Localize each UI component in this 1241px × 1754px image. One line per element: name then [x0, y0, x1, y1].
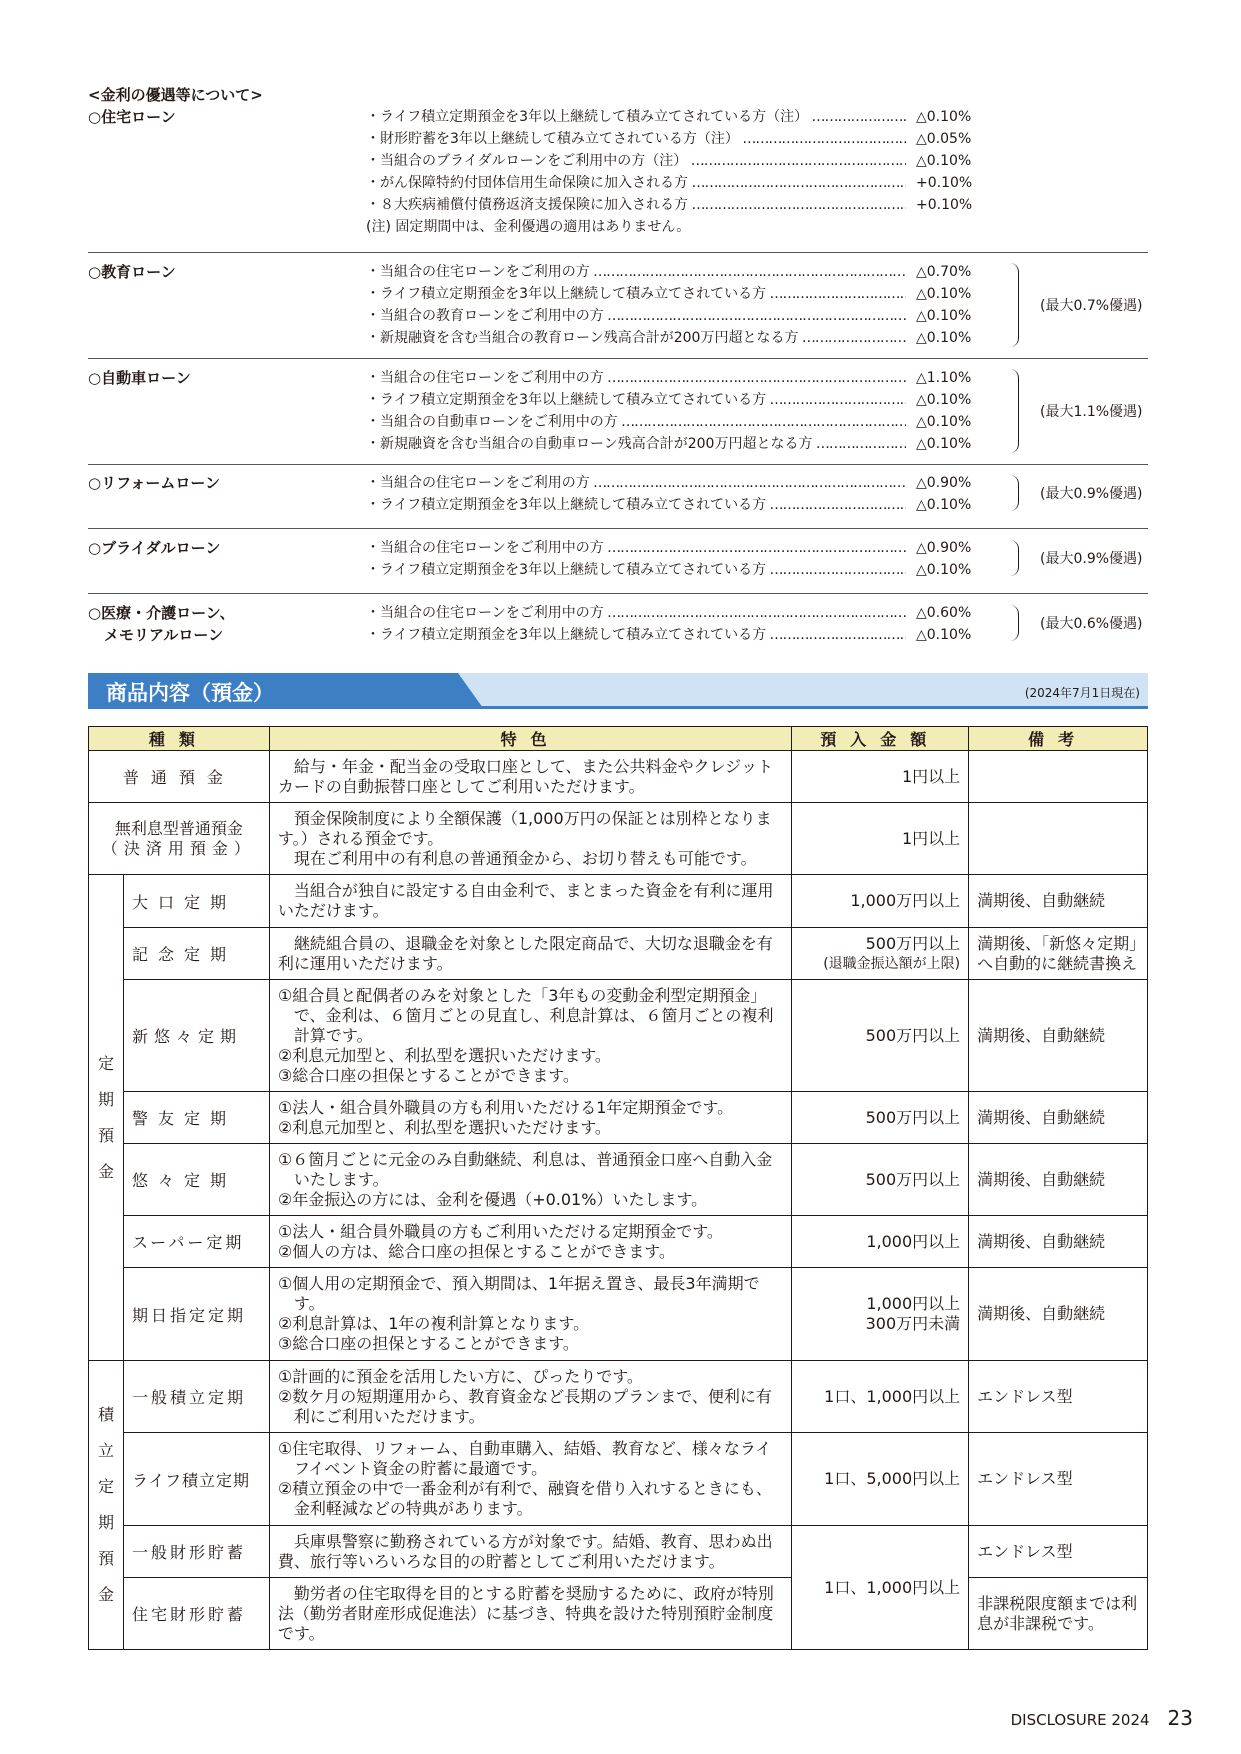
desc-cell: 給与・年金・配当金の受取口座として、また公共料金やクレジットカードの自動振替口座としてご利用いただけます。 [269, 751, 791, 803]
max-preference: (最大0.6%優遇) [1040, 616, 1143, 632]
type-cell: 記念定期 [123, 928, 269, 980]
rate-line: ・ライフ積立定期預金を3年以上継続して積み立てされている方 ……………………………………………………………………………………………………………………………… △0.10% [366, 389, 986, 411]
desc-cell: ①個人用の定期預金で、預入期間は、1年据え置き、最長3年満期です。 ②利息計算は、1年の複利計算となります。 ③総合口座の担保とすることができます。 [269, 1268, 791, 1361]
brace [1010, 369, 1019, 453]
rate-line: ・ライフ積立定期預金を3年以上継続して積み立てされている方 ……………………………………………………………………………………………………………………………… △0.10% [366, 283, 986, 305]
rate-line: ・ライフ積立定期預金を3年以上継続して積み立てされている方 ……………………………………………………………………………………………………………………………… △0.10% [366, 624, 986, 646]
type-cell: 新悠々定期 [123, 980, 269, 1092]
brace [1010, 605, 1019, 641]
table-row [89, 928, 1148, 980]
rate-line: ・新規融資を含む当組合の教育ローン残高合計が200万円超となる方 ……………………………………………………………………………………………………………………………… △0.10% [366, 327, 986, 349]
loan-name: ○自動車ローン [88, 369, 191, 387]
table-row [89, 1216, 1148, 1268]
rate-line: ・当組合のブライダルローンをご利用中の方（注） ……………………………………………………………………………………………………………………………… △0.10% [366, 150, 986, 172]
rate-line: ・当組合の住宅ローンをご利用中の方 ……………………………………………………………………………………………………………………………… △0.60% [366, 602, 986, 624]
max-preference: (最大0.9%優遇) [1040, 551, 1143, 567]
desc-cell: ①組合員と配偶者のみを対象とした「3年もの変動金利型定期預金」で、金利は、６箇月ごとの見直し、利息計算は、６箇月ごとの複利計算です。 ②利息元加型と、利払型を選択いただけます。 ③総合口座の担保とすることができます。 [269, 980, 791, 1092]
amount-cell: 1円以上 [792, 803, 969, 875]
loan-name: ○住宅ローン [88, 108, 176, 126]
note-cell: エンドレス型 [969, 1361, 1148, 1433]
table-row [89, 1144, 1148, 1216]
desc-cell: ①法人・組合員外職員の方も利用いただける1年定期預金です。 ②利息元加型と、利払型を選択いただけます。 [269, 1092, 791, 1144]
amount-cell: 500万円以上 [792, 1092, 969, 1144]
header-remarks: 備考 [969, 727, 1148, 751]
loan-name: ○ブライダルローン [88, 539, 221, 557]
type-cell: 悠々定期 [123, 1144, 269, 1216]
note-cell [969, 803, 1148, 875]
loan-name: ○リフォームローン [88, 474, 221, 492]
table-row [89, 1578, 1148, 1650]
amount-cell: 1,000万円以上 [792, 875, 969, 928]
type-cell: 一般積立定期 [123, 1361, 269, 1433]
header-amount: 預入金額 [792, 727, 969, 751]
desc-cell: ①法人・組合員外職員の方もご利用いただける定期預金です。 ②個人の方は、総合口座の担保とすることができます。 [269, 1216, 791, 1268]
desc-cell: 兵庫県警察に勤務されている方が対象です。結婚、教育、思わぬ出費、旅行等いろいろな目的の貯蓄としてご利用いただけます。 [269, 1526, 791, 1578]
divider [88, 593, 1148, 594]
note-cell: 満期後、自動継続 [969, 1216, 1148, 1268]
amount-cell: 1,000円以上 [792, 1216, 969, 1268]
rate-line: ・当組合の住宅ローンをご利用中の方 ……………………………………………………………………………………………………………………………… △1.10% [366, 367, 986, 389]
desc-cell: ①計画的に預金を活用したい方に、ぴったりです。 ②数ケ月の短期運用から、教育資金など長期のプランまで、便利に有利にご利用いただけます。 [269, 1361, 791, 1433]
max-preference: (最大0.9%優遇) [1040, 486, 1143, 502]
amount-cell: 1口、1,000円以上 [792, 1526, 969, 1650]
note-cell: エンドレス型 [969, 1433, 1148, 1526]
loan-name: ○医療・介護ローン、 メモリアルローン [88, 604, 235, 644]
amount-cell: 1口、1,000円以上 [792, 1361, 969, 1433]
divider [88, 358, 1148, 359]
rate-line: ・ライフ積立定期預金を3年以上継続して積み立てされている方 ……………………………………………………………………………………………………………………………… △0.10% [366, 494, 986, 516]
rate-line: ・当組合の自動車ローンをご利用中の方 ……………………………………………………………………………………………………………………………… △0.10% [366, 411, 986, 433]
table-row [89, 1092, 1148, 1144]
housing-note: (注) 固定期間中は、金利優遇の適用はありません。 [366, 219, 691, 235]
note-cell: 満期後、「新悠々定期」へ自動的に継続書換え [969, 928, 1148, 980]
type-cell: 期日指定定期 [123, 1268, 269, 1361]
header-type: 種類 [89, 727, 270, 751]
max-preference: (最大1.1%優遇) [1040, 404, 1143, 420]
group-label-fixed: 定 期 預 金 [89, 875, 124, 1361]
type-cell: ライフ積立定期 [123, 1433, 269, 1526]
note-cell: 満期後、自動継続 [969, 1092, 1148, 1144]
table-row [89, 803, 1148, 875]
note-cell: 非課税限度額までは利息が非課税です。 [969, 1578, 1148, 1650]
note-cell: 満期後、自動継続 [969, 1268, 1148, 1361]
header-features: 特色 [269, 727, 791, 751]
rate-line: ・ライフ積立定期預金を3年以上継続して積み立てされている方 ……………………………………………………………………………………………………………………………… △0.10% [366, 559, 986, 581]
note-cell: エンドレス型 [969, 1526, 1148, 1578]
desc-cell: 当組合が独自に設定する自由金利で、まとまった資金を有利に運用いただけます。 [269, 875, 791, 928]
table-header-row [89, 727, 1148, 751]
rate-line: ・当組合の住宅ローンをご利用の方 ……………………………………………………………………………………………………………………………… △0.70% [366, 261, 986, 283]
divider [88, 252, 1148, 253]
rate-line: ・ライフ積立定期預金を3年以上継続して積み立てされている方（注） ……………………………………………………………………………………………………………………………… △0.10% [366, 106, 986, 128]
table-row [89, 1361, 1148, 1433]
page-number: 23 [1167, 1706, 1193, 1730]
type-cell: 無利息型普通預金 （決済用預金） [89, 803, 270, 875]
table-row [89, 875, 1148, 928]
table-row [89, 1433, 1148, 1526]
footer-label: DISCLOSURE 2024 [1010, 1711, 1150, 1729]
amount-cell: 1円以上 [792, 751, 969, 803]
amount-cell: 1,000円以上 300万円未満 [792, 1268, 969, 1361]
max-preference: (最大0.7%優遇) [1040, 298, 1143, 314]
deposit-products-table [88, 726, 1148, 1650]
divider [88, 528, 1148, 529]
desc-cell: ①６箇月ごとに元金のみ自動継続、利息は、普通預金口座へ自動入金いたします。 ②年金振込の方には、金利を優遇（+0.01%）いたします。 [269, 1144, 791, 1216]
desc-cell: ①住宅取得、リフォーム、自動車購入、結婚、教育など、様々なライフイベント資金の貯蓄に最適です。 ②積立預金の中で一番金利が有利で、融資を借り入れするときにも、金利軽減などの特典があります。 [269, 1433, 791, 1526]
page-footer [1011, 1706, 1193, 1730]
amount-cell: 500万円以上 [792, 980, 969, 1092]
table-row [89, 1268, 1148, 1361]
amount-cell: 1口、5,000円以上 [792, 1433, 969, 1526]
rate-line: ・当組合の住宅ローンをご利用の方 ……………………………………………………………………………………………………………………………… △0.90% [366, 472, 986, 494]
note-cell: 満期後、自動継続 [969, 1144, 1148, 1216]
type-cell: 大口定期 [123, 875, 269, 928]
as-of-date: (2024年7月1日現在) [1024, 686, 1140, 700]
loan-name: ○教育ローン [88, 263, 176, 281]
table-row [89, 980, 1148, 1092]
brace [1010, 263, 1019, 347]
rate-line: ・がん保障特約付団体信用生命保険に加入される方 ……………………………………………………………………………………………………………………………… +0.10% [366, 172, 986, 194]
desc-cell: 預金保険制度により全額保護（1,000万円の保証とは別枠となります。）される預金です。 現在ご利用中の有利息の普通預金から、お切り替えも可能です。 [269, 803, 791, 875]
note-cell: 満期後、自動継続 [969, 980, 1148, 1092]
amount-cell: 500万円以上 (退職金振込額が上限) [792, 928, 969, 980]
brace [1010, 475, 1019, 511]
group-label-installment: 積 立 定 期 預 金 [89, 1361, 124, 1650]
section-title: 商品内容（預金） [106, 681, 274, 705]
section-banner [88, 673, 1148, 708]
note-cell: 満期後、自動継続 [969, 875, 1148, 928]
rate-line: ・当組合の住宅ローンをご利用中の方 ……………………………………………………………………………………………………………………………… △0.90% [366, 537, 986, 559]
amount-cell: 500万円以上 [792, 1144, 969, 1216]
type-cell: 普通預金 [89, 751, 270, 803]
rates-heading: <金利の優遇等について> [88, 86, 263, 104]
rate-line: ・当組合の教育ローンをご利用中の方 ……………………………………………………………………………………………………………………………… △0.10% [366, 305, 986, 327]
divider [88, 464, 1148, 465]
type-cell: スーパー定期 [123, 1216, 269, 1268]
type-cell: 警友定期 [123, 1092, 269, 1144]
table-row [89, 751, 1148, 803]
brace [1010, 540, 1019, 576]
desc-cell: 勤労者の住宅取得を目的とする貯蓄を奨励するために、政府が特別法（勤労者財産形成促進法）に基づき、特典を設けた特別預貯金制度です。 [269, 1578, 791, 1650]
desc-cell: 継続組合員の、退職金を対象とした限定商品で、大切な退職金を有利に運用いただけます。 [269, 928, 791, 980]
type-cell: 住宅財形貯蓄 [123, 1578, 269, 1650]
table-row [89, 1526, 1148, 1578]
rate-line: ・財形貯蓄を3年以上継続して積み立てされている方（注） ……………………………………………………………………………………………………………………………… △0.05% [366, 128, 986, 150]
rate-line: ・８大疾病補償付債務返済支援保険に加入される方 ……………………………………………………………………………………………………………………………… +0.10% [366, 194, 986, 216]
type-cell: 一般財形貯蓄 [123, 1526, 269, 1578]
note-cell [969, 751, 1148, 803]
rate-line: ・新規融資を含む当組合の自動車ローン残高合計が200万円超となる方 ……………………………………………………………………………………………………………………………… △0.10% [366, 433, 986, 455]
